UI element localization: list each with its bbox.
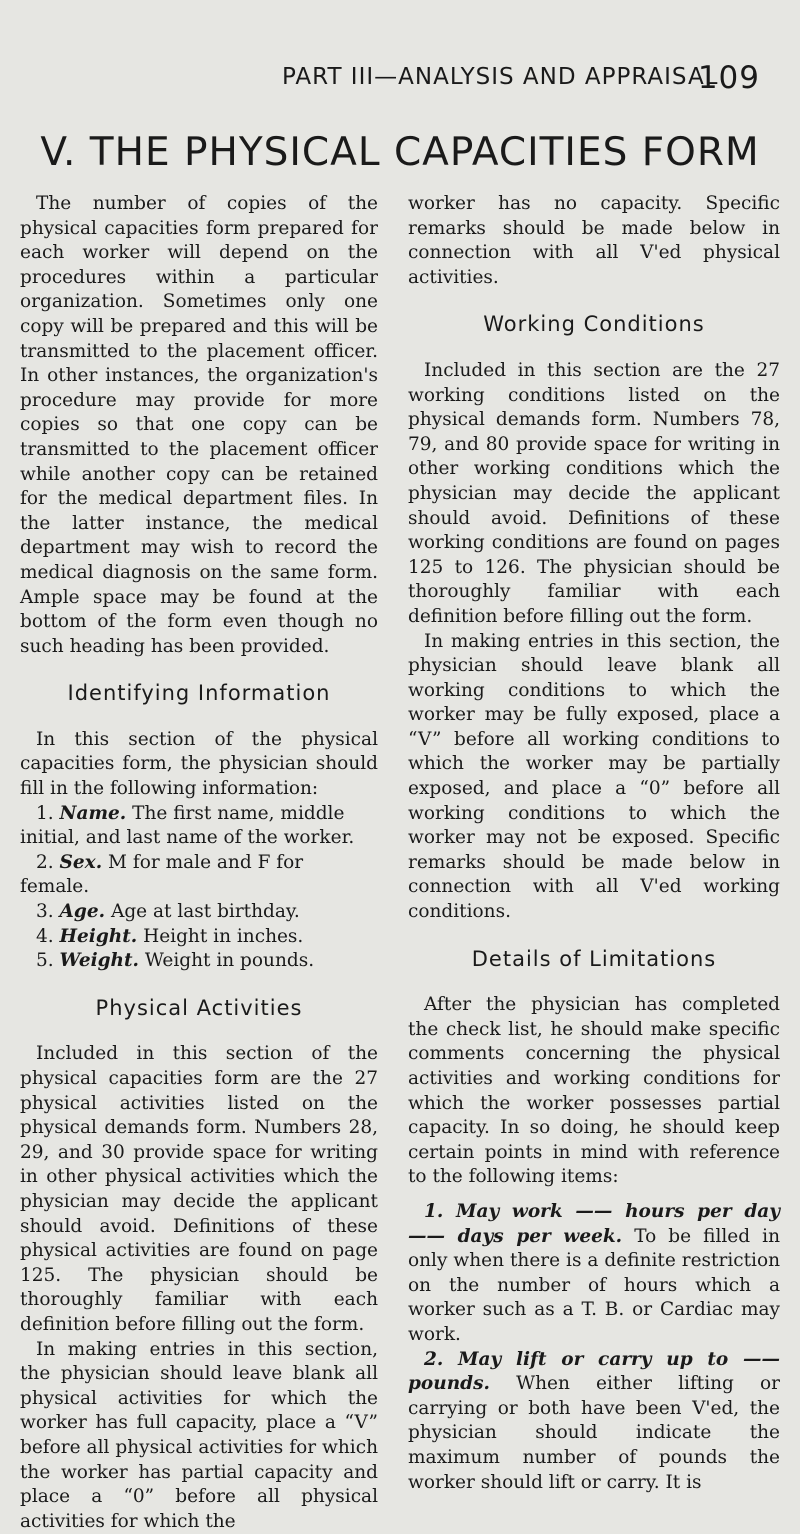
continuation-paragraph: worker has no capacity. Specific remarks should be made below in connection with all V'ed physical activities. <box>408 193 780 288</box>
list-item: 2. Sex. M for male and F for female. <box>20 851 304 898</box>
working-paragraph-2: In making entries in this section, the physician should leave blank all working conditions to which the worker may be fully exposed, place a “V” before all working conditions to which the worker may be partially exposed, and place a “0” before all working conditions to which the worker may not be exposed. Specific remarks should be made below in connection with all V'ed working conditions. <box>408 630 780 923</box>
identifying-intro: In this section of the physical capacities form, the physician should fill in the following information: <box>20 728 378 800</box>
running-head-label: PART III—ANALYSIS AND APPRAISAL <box>282 64 719 90</box>
details-of-limitations-heading: Details of Limitations <box>471 946 717 971</box>
physical-activities-heading: Physical Activities <box>95 995 303 1020</box>
identifying-information-heading: Identifying Information <box>67 681 331 706</box>
page-number: 109 <box>697 60 760 96</box>
working-conditions-heading: Working Conditions <box>483 312 705 337</box>
details-paragraph-1: After the physician has completed the check list, he should make specific comments concerning the physical activities and working conditions for which the worker possesses partial capacity. In so doing, he should keep certain points in mind with reference to the following items: <box>408 994 780 1188</box>
working-paragraph-1: Included in this section are the 27 working conditions listed on the physical demands form. Numbers 78, 79, and 80 provide space for writing in other working conditions which the physician may decide the applicant should avoid. Definitions of these working conditions are found on pages 125 to 126. The physician should be thoroughly familiar with each definition before filling out the form. <box>408 359 780 627</box>
left-column <box>20 192 378 1534</box>
intro-paragraph: The number of copies of the physical capacities form prepared for each worker will depend on the procedures within a particular organization. Sometimes only one copy will be prepared and this will be transmitted to the placement officer. In other instances, the organization's procedure may provide for more copies so that one copy can be transmitted to the placement officer while another copy can be retained for the medical department files. In the latter instance, the medical department may wish to record the medical diagnosis on the same form. Ample space may be found at the bottom of the form even though no such heading has been provided. <box>20 193 378 657</box>
section-title: V. THE PHYSICAL CAPACITIES FORM <box>40 130 760 175</box>
identifying-items-list <box>20 802 378 974</box>
details-item-1: 1. May work —— hours per day —— days per week. To be filled in only when there is a definite restriction on the number of hours which a worker such as a T. B. or Cardiac may work. <box>408 1200 780 1345</box>
activities-paragraph-2: In making entries in this section, the physician should leave blank all physical activities for which the worker has full capacity, place a “V” before all physical activities for which the worker has partial capacity and place a “0” before all physical activities for which the <box>20 1338 378 1532</box>
list-item: 3. Age. Age at last birthday. <box>36 901 300 923</box>
details-item-2: 2. May lift or carry up to —— pounds. When either lifting or carrying or both have been V'ed, the physician should indicate the maximum number of pounds the worker should lift or carry. It is <box>408 1348 780 1493</box>
list-item: 5. Weight. Weight in pounds. <box>36 950 315 972</box>
list-item: 1. Name. The first name, middle initial, and last name of the worker. <box>20 802 355 849</box>
right-column <box>408 192 780 1495</box>
activities-paragraph-1: Included in this section of the physical capacities form are the 27 physical activities listed on the physical demands form. Numbers 28, 29, and 30 provide space for writing in other physical activities which the physician may decide the applicant should avoid. Definitions of these physical activities are found on page 125. The physician should be thoroughly familiar with each definition before filling out the form. <box>20 1043 378 1335</box>
list-item: 4. Height. Height in inches. <box>36 925 304 947</box>
running-header <box>0 60 800 100</box>
